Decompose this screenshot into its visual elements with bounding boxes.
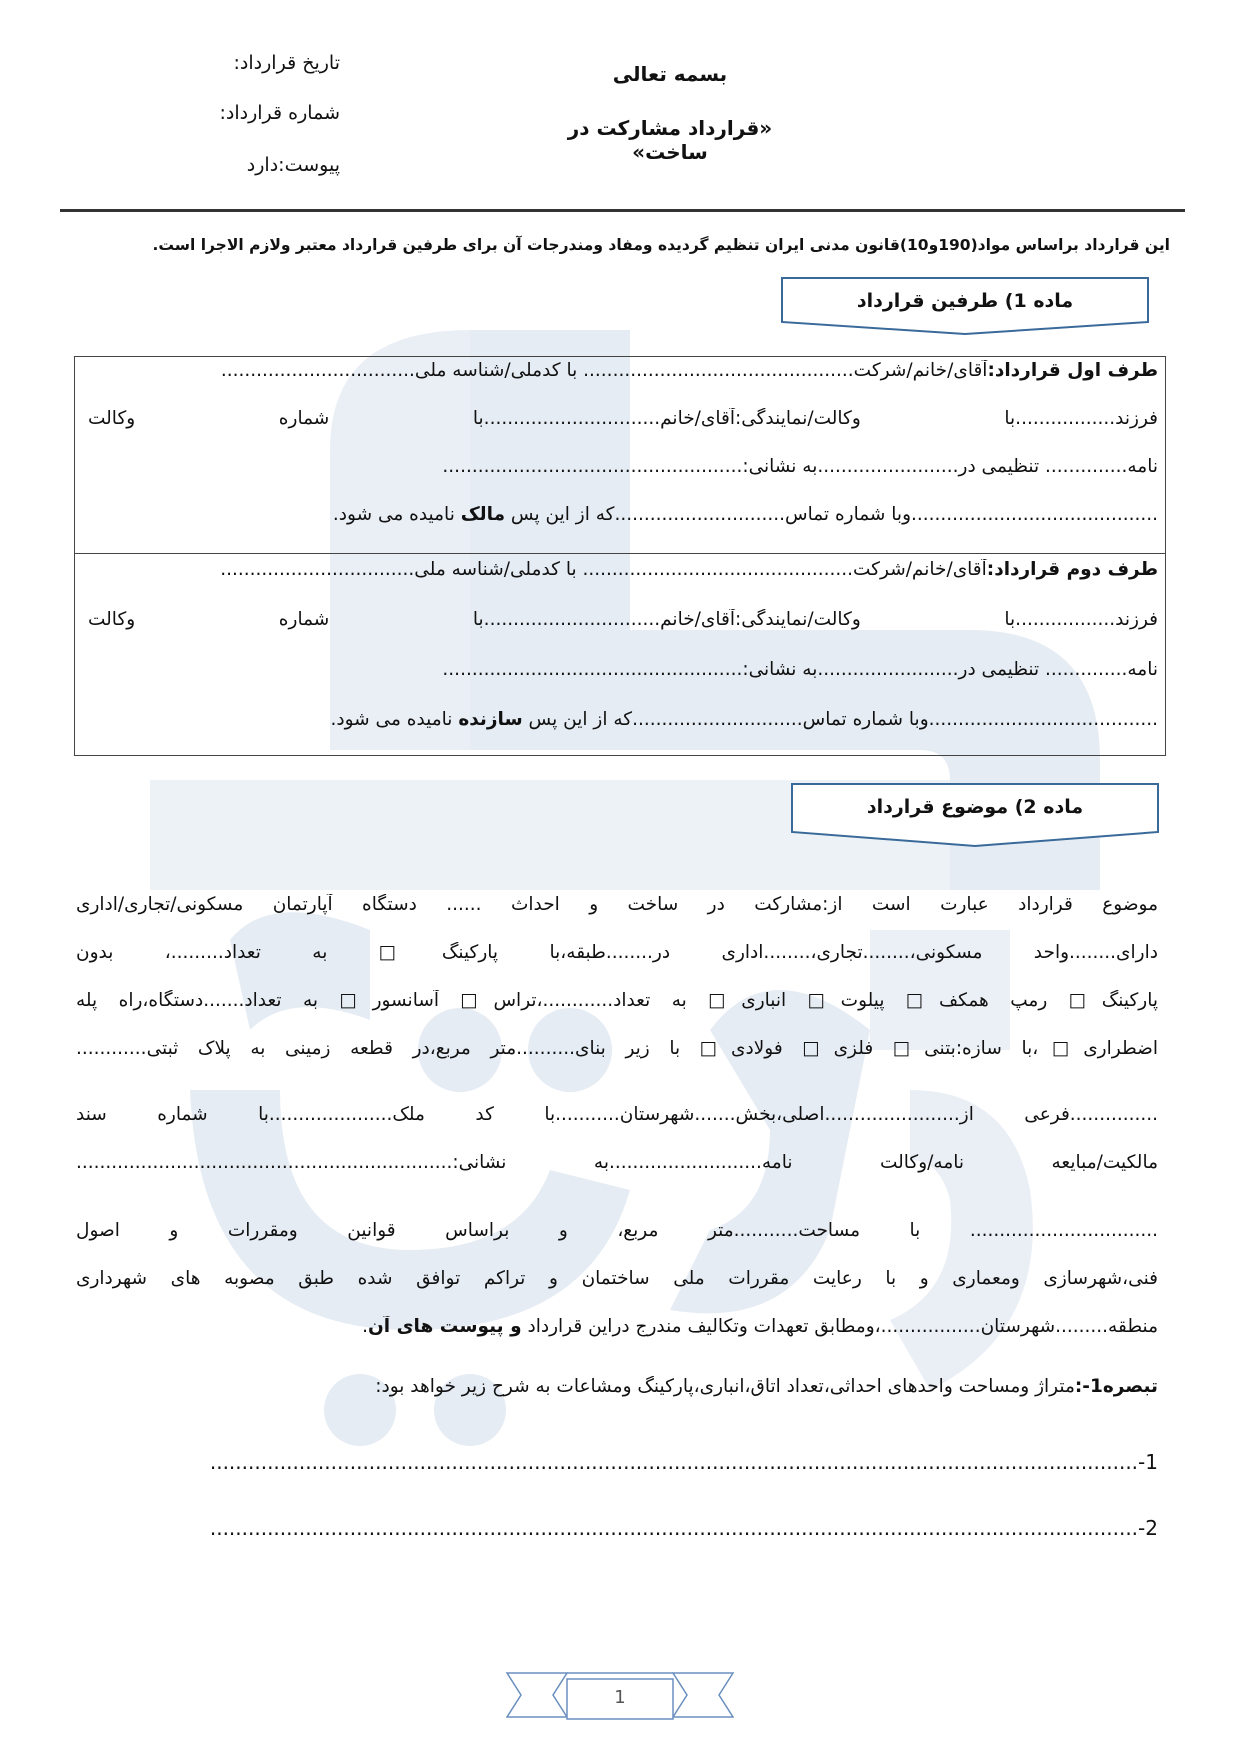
note-1-label: تبصره1-: [1074, 1376, 1158, 1397]
party1-identity: آقای/خانم/شرکت.............................................. با کدملی/شناسه ملی................................. [220, 360, 988, 381]
list-item: 1-.................................................................................................................................................. [209, 1450, 1158, 1474]
note-1 [76, 1376, 1158, 1397]
party1-line2: فرزند.................با وکالت/نمایندگی:آقای/خانم..............................با شماره وکالت [88, 408, 1158, 429]
party2-role: سازنده [458, 709, 523, 730]
attachment-label: پیوست:دارد [246, 154, 340, 176]
contract-title: «قرارداد مشارکت در ساخت» [567, 116, 773, 164]
page-number-ribbon [505, 1665, 735, 1725]
registry-line2: مالکیت/مبایعه نامه/وکالت نامه..........................به نشانی:................................................................ [76, 1152, 1158, 1173]
party1-line1 [88, 360, 1158, 381]
party2-identity: آقای/خانم/شرکت.............................................. با کدملی/شناسه ملی................................. [220, 559, 987, 580]
party2-line2: فرزند.................با وکالت/نمایندگی:آقای/خانم..............................با شماره وکالت [88, 609, 1158, 630]
subject-line1: موضوع قرارداد عبارت است از:مشارکت در ساخت و احداث ...... دستگاه آپارتمان مسکونی/تجاری/اداری [76, 894, 1158, 915]
subject-line3: پارکینگ□ رمپ همکف□ پیلوت□ انباری□ به تعداد............،تراس□ آسانسور□ به تعداد.......دستگاه،راه پله [76, 990, 1158, 1011]
registry-line1: ...............فرعی از.......................اصلی،بخش.......شهرستان...........با کد ملک.....................با شماره سند [76, 1104, 1158, 1125]
list-item: 2-.................................................................................................................................................. [209, 1516, 1158, 1540]
party2-title: طرف دوم قرارداد: [986, 559, 1158, 580]
intro-paragraph: این قرارداد براساس مواد(190و10)قانون مدنی ایران تنظیم گردیده ومفاد ومندرجات آن برای طرفین قرارداد معتبر ولازم الاجرا است. [152, 236, 1170, 254]
party1-title: طرف اول قرارداد: [987, 360, 1158, 381]
subject-line2: دارای........واحد مسکونی،........تجاری،........اداری در........طبقه،با پارکینگ□ به تعداد.........، بدون [76, 942, 1158, 963]
area-line3-period: . [362, 1316, 369, 1337]
area-line2: فنی،شهرسازی ومعماری و با رعایت مقررات ملی ساختمان و تراکم توافق شده طبق مصوبه های شهرداری [76, 1268, 1158, 1289]
article1-heading-box [780, 276, 1150, 368]
party2-line3: نامه.............. تنظیمی در........................به نشانی:................................................... [442, 659, 1158, 680]
party1-suffix: نامیده می شود. [332, 504, 461, 525]
page-heading: بسمه تعالی [612, 62, 728, 86]
party2-line4 [88, 709, 1158, 730]
article1-heading: ماده 1) طرفین قرارداد [856, 290, 1074, 312]
party1-line4 [88, 504, 1158, 525]
note-1-text: متراژ ومساحت واحدهای احداثی،تعداد اتاق،انباری،پارکینگ ومشاعات به شرح زیر خواهد بود: [375, 1376, 1075, 1397]
party2-line1 [88, 559, 1158, 580]
party1-role: مالک [460, 504, 506, 525]
contract-number-label: شماره قرارداد: [219, 102, 340, 124]
subject-line4: اضطراری□،با سازه:بتنی□ فلزی□ فولادی□ با زیر بنای..........متر مربع،در قطعه زمینی به پلاک ثبتی............ [76, 1038, 1158, 1059]
attachments-phrase: و پیوست های آن [368, 1316, 522, 1337]
header-divider [60, 209, 1185, 212]
contract-date-label: تاریخ قرارداد: [233, 52, 340, 74]
party1-contact: ..........................................وبا شماره تماس.............................که از این پس [505, 504, 1158, 525]
area-line3 [76, 1316, 1158, 1337]
party1-line3: نامه.............. تنظیمی در........................به نشانی:................................................... [442, 456, 1158, 477]
article2-heading-box [790, 782, 1160, 874]
page-number: 1 [614, 1687, 626, 1708]
party2-suffix: نامیده می شود. [330, 709, 459, 730]
area-line3-text: منطقه.........شهرستان.................،ومطابق تعهدات وتکالیف مندرج دراین قرارداد [521, 1316, 1158, 1337]
parties-divider [74, 553, 1166, 554]
article2-heading: ماده 2) موضوع قرارداد [866, 796, 1084, 818]
party2-contact: .......................................وبا شماره تماس.............................که از این پس [522, 709, 1158, 730]
area-line1: ................................ با مساحت...........متر مربع، و براساس قوانین ومقررات و اصول [76, 1220, 1158, 1241]
